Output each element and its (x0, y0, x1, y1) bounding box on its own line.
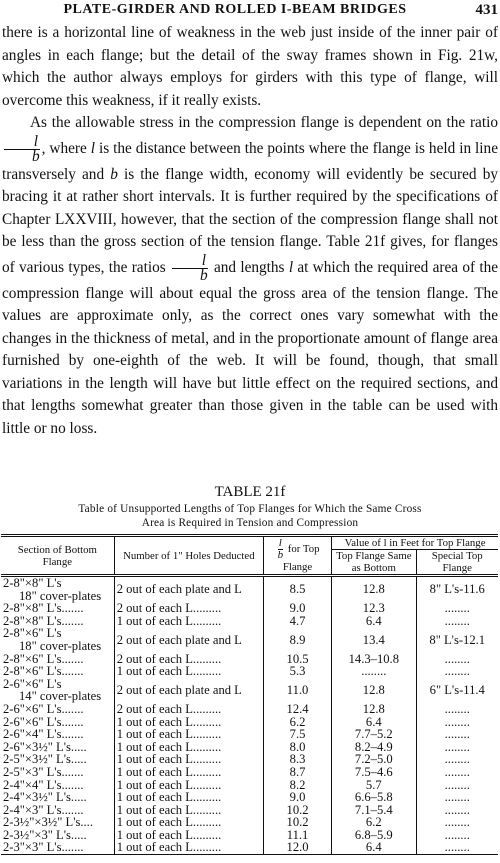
cell-holes-text: 1 out of each L......... (116, 777, 222, 792)
cell-same-text: 12.8 (362, 582, 385, 597)
cell-holes-text: 1 out of each L......... (116, 714, 222, 729)
p2-part-d: is the flange width, economy will evidently be secured by bracing it at rather short intervals. It is further required by the specifications of Chapter LXXVIII, however, that the section of the compression flange shall not be less than the gross section of the tension flange. Table 21f gives, for flanges of various types, the ratios (2, 165, 498, 276)
cell-ratio-text: 8.9 (289, 632, 306, 647)
p2-part-c: is the distance between the points where the flange is held in line transversely and (2, 139, 498, 183)
cell-holes-text: 2 out of each plate and L (116, 632, 242, 647)
cell-same-text: 6.2 (365, 815, 382, 830)
ratio-fraction-header (278, 538, 284, 561)
cell-section-text: 2-4"×3½" L's..... (3, 790, 87, 805)
cell-ratio (263, 665, 331, 678)
cell-special-text: ........ (444, 790, 470, 805)
cell-special-text: ........ (444, 664, 470, 679)
paragraph-1: there is a horizontal line of weakness in the web just inside of the inner pair of angles in each flange; but the detail of the sway frames shown in Fig. 21w, which the author always employs for girders with this type of flange, will overcome this weakness, if it really exists. (2, 24, 498, 109)
cell-section-text: 2-6"×4" L's....... (3, 727, 84, 742)
paragraph-2 (2, 112, 498, 440)
fraction-denominator: b (277, 549, 284, 561)
cell-holes-text: 1 out of each L......... (116, 764, 222, 779)
cell-section-text: 2-6"×3½" L's..... (3, 739, 87, 754)
col-header-section: Section of Bottom Flange (1, 536, 114, 576)
table-row (1, 627, 498, 652)
cell-holes-text: 2 out of each plate and L (116, 683, 242, 698)
table-row (1, 615, 498, 628)
cell-holes (114, 841, 263, 854)
cell-special-text: ........ (444, 840, 470, 855)
cell-same-text: 5.7 (365, 777, 382, 792)
cell-section-text: 2-5"×3" L's....... (3, 764, 84, 779)
cell-section-text: 2-3½"×3" L's..... (3, 827, 87, 842)
cell-special-text: 6" L's-11.4 (429, 683, 485, 698)
p2-part-a: As the allowable stress in the compression flange is dependent on the ratio (30, 114, 498, 131)
cell-same-text: 14.3–10.8 (348, 651, 399, 666)
cell-holes-text: 1 out of each L......... (116, 739, 222, 754)
cell-same (332, 665, 416, 678)
cell-holes-text: 1 out of each L......... (116, 815, 222, 830)
cell-section-text: 2-8"×6" L's....... (3, 664, 84, 679)
ratio-fraction-2 (172, 251, 208, 284)
running-title: PLATE-GIRDER AND ROLLED I-BEAM BRIDGES (63, 2, 407, 17)
cell-section (1, 678, 114, 703)
var-l: l (288, 258, 294, 276)
cell-ratio-text: 11.0 (286, 683, 309, 698)
cell-ratio-text: 12.0 (286, 840, 309, 855)
cell-ratio-text: 8.7 (289, 764, 306, 779)
p2-part-f: at which the required area of the compression flange will about equal the gross area of the tension flange. The values are approximate only, as the correct ones vary somewhat with the changes in the thickness of metal, and in the proportionate amount of flange area furnished by one-eighth of the web. It will be found, though, that small variations in the length will have but little effect on the required sections, and that lengths somewhat greater than those given in the table can be used with little or no loss. (2, 258, 499, 437)
cell-section-text: 2-3"×3" L's....... (3, 840, 84, 855)
cell-ratio (263, 841, 331, 854)
cell-same-text: 7.5–4.6 (354, 764, 393, 779)
cell-section-text: 2-6"×6" L's....... (3, 714, 84, 729)
cell-special-text: ........ (444, 651, 470, 666)
cell-same-text: 6.4 (365, 613, 382, 628)
cell-section (1, 576, 114, 603)
cell-special (416, 576, 498, 603)
cell-holes (114, 665, 263, 678)
col-header-ratio (263, 536, 331, 576)
cell-holes-text: 1 out of each L......... (116, 727, 222, 742)
cell-special (416, 615, 498, 628)
cell-section-text: 2-8"×8" L's....... (3, 613, 84, 628)
fraction-numerator: l (4, 135, 40, 150)
cell-ratio (263, 627, 331, 652)
cell-same-text: 7.1–5.4 (354, 802, 393, 817)
cell-ratio-text: 9.0 (289, 601, 306, 616)
caption-line-1: Table of Unsupported Lengths of Top Flanges for Which the Same Cross (78, 503, 422, 515)
table-title: TABLE 21f (214, 484, 286, 500)
caption-line-2: Area is Required in Tension and Compression (141, 517, 359, 529)
cell-same-text: 12.3 (362, 601, 385, 616)
fraction-denominator: b (200, 266, 208, 284)
cell-section-text: 2-8"×6" L's (3, 626, 62, 641)
col-header-value-group: Value of l in Feet for Top Flange (332, 536, 498, 550)
cell-holes-text: 1 out of each L......... (116, 664, 222, 679)
flange-length-table (1, 534, 498, 855)
cell-special-text: ........ (444, 802, 470, 817)
cell-holes-text: 1 out of each L......... (116, 802, 222, 817)
table-row (1, 841, 498, 854)
cell-holes-text: 1 out of each L......... (116, 840, 222, 855)
cell-ratio-text: 8.5 (289, 582, 306, 597)
cell-ratio-text: 9.0 (289, 790, 306, 805)
col-header-holes: Number of 1" Holes Deducted (114, 536, 263, 576)
cell-holes-text: 1 out of each L......... (116, 752, 222, 767)
cell-same-text: ........ (361, 664, 387, 679)
cell-section (1, 627, 114, 652)
cell-ratio-text: 11.1 (286, 827, 309, 842)
table-row (1, 576, 498, 603)
table-row (1, 665, 498, 678)
page-number: 431 (475, 2, 498, 18)
cell-same (332, 678, 416, 703)
cell-special-text: ........ (444, 739, 470, 754)
cell-section-line2: 14" cover-plates (19, 689, 102, 704)
fraction-numerator: l (172, 254, 208, 269)
cell-special-text: ........ (444, 727, 470, 742)
cell-special (416, 841, 498, 854)
col-header-special: Special Top Flange (431, 550, 483, 574)
cell-same-text: 6.8–5.9 (354, 827, 393, 842)
cell-same (332, 576, 416, 603)
cell-section-text: 2-8"×8" L's (3, 576, 62, 590)
cell-holes (114, 678, 263, 703)
cell-same-text: 12.8 (362, 683, 385, 698)
cell-section-line2: 18" cover-plates (19, 638, 102, 653)
ratio-header-suffix: for Top Flange (282, 542, 320, 573)
fraction-denominator: b (32, 147, 40, 165)
cell-special (416, 678, 498, 703)
cell-holes-text: 2 out of each L......... (116, 651, 222, 666)
cell-ratio-text: 7.5 (289, 727, 306, 742)
p2-part-e: and lengths (213, 258, 285, 276)
body-text (2, 22, 498, 440)
ratio-fraction (4, 132, 40, 165)
p2-part-b: , where (41, 139, 87, 157)
cell-same-text: 6.4 (365, 714, 382, 729)
cell-special (416, 665, 498, 678)
cell-holes (114, 627, 263, 652)
cell-same (332, 615, 416, 628)
cell-special-text: ........ (444, 613, 470, 628)
var-l: l (90, 139, 95, 157)
fraction-numerator: l (278, 537, 282, 549)
cell-same-text: 6.6–5.8 (354, 790, 393, 805)
cell-section (1, 841, 114, 854)
cell-section-line2: 18" cover-plates (19, 588, 102, 603)
cell-ratio (263, 678, 331, 703)
cell-same-text: 13.4 (362, 632, 385, 647)
cell-ratio-text: 8.2 (289, 777, 306, 792)
cell-ratio-text: 12.4 (286, 701, 309, 716)
cell-holes-text: 1 out of each L......... (116, 613, 222, 628)
cell-holes-text: 2 out of each L......... (116, 701, 222, 716)
cell-special-text: ........ (444, 764, 470, 779)
cell-ratio-text: 10.2 (286, 802, 309, 817)
cell-special-text: ........ (444, 701, 470, 716)
cell-ratio-text: 10.2 (286, 815, 309, 830)
cell-special-text: 8" L's-11.6 (429, 582, 485, 597)
cell-same (332, 627, 416, 652)
cell-holes (114, 615, 263, 628)
cell-holes (114, 576, 263, 603)
var-b: b (110, 165, 118, 183)
cell-section-text: 2-5"×3½" L's..... (3, 752, 87, 767)
cell-section-text: 2-3½"×3½" L's.... (3, 815, 93, 830)
cell-ratio-text: 4.7 (289, 613, 306, 628)
cell-special-text: ........ (444, 714, 470, 729)
cell-same (332, 841, 416, 854)
cell-section-text: 2-4"×4" L's....... (3, 777, 84, 792)
cell-same-text: 7.7–5.2 (354, 727, 393, 742)
cell-special (416, 627, 498, 652)
cell-special-text: ........ (444, 827, 470, 842)
cell-ratio-text: 8.3 (289, 752, 306, 767)
cell-ratio-text: 8.0 (289, 739, 306, 754)
table-caption (0, 502, 500, 530)
cell-section-text: 2-6"×6" L's (3, 676, 62, 691)
cell-ratio-text: 6.2 (289, 714, 306, 729)
cell-special-text: 8" L's-12.1 (429, 632, 486, 647)
cell-same-text: 8.2–4.9 (354, 739, 393, 754)
cell-special-text: ........ (444, 601, 470, 616)
cell-holes-text: 2 out of each L......... (116, 601, 222, 616)
cell-section-text: 2-4"×3" L's....... (3, 802, 84, 817)
cell-same-text: 6.4 (365, 840, 382, 855)
cell-ratio-text: 10.5 (286, 651, 309, 666)
cell-section-text: 2-6"×6" L's....... (3, 701, 84, 716)
cell-same-text: 7.2–5.0 (354, 752, 393, 767)
cell-section-text: 2-8"×8" L's....... (3, 601, 84, 616)
cell-holes-text: 2 out of each plate and L (116, 582, 242, 597)
cell-section-text: 2-8"×6" L's....... (3, 651, 84, 666)
cell-ratio (263, 615, 331, 628)
cell-ratio (263, 576, 331, 603)
cell-holes-text: 1 out of each L......... (116, 827, 222, 842)
col-header-same: Top Flange Same as Bottom (332, 550, 416, 576)
cell-holes-text: 1 out of each L......... (116, 790, 222, 805)
cell-special-text: ........ (444, 752, 470, 767)
table-row (1, 678, 498, 703)
cell-same-text: 12.8 (362, 701, 385, 716)
page-header (0, 2, 500, 20)
cell-ratio-text: 5.3 (289, 664, 306, 679)
table-body (1, 576, 498, 855)
cell-special-text: ........ (444, 777, 470, 792)
cell-special-text: ........ (444, 815, 470, 830)
